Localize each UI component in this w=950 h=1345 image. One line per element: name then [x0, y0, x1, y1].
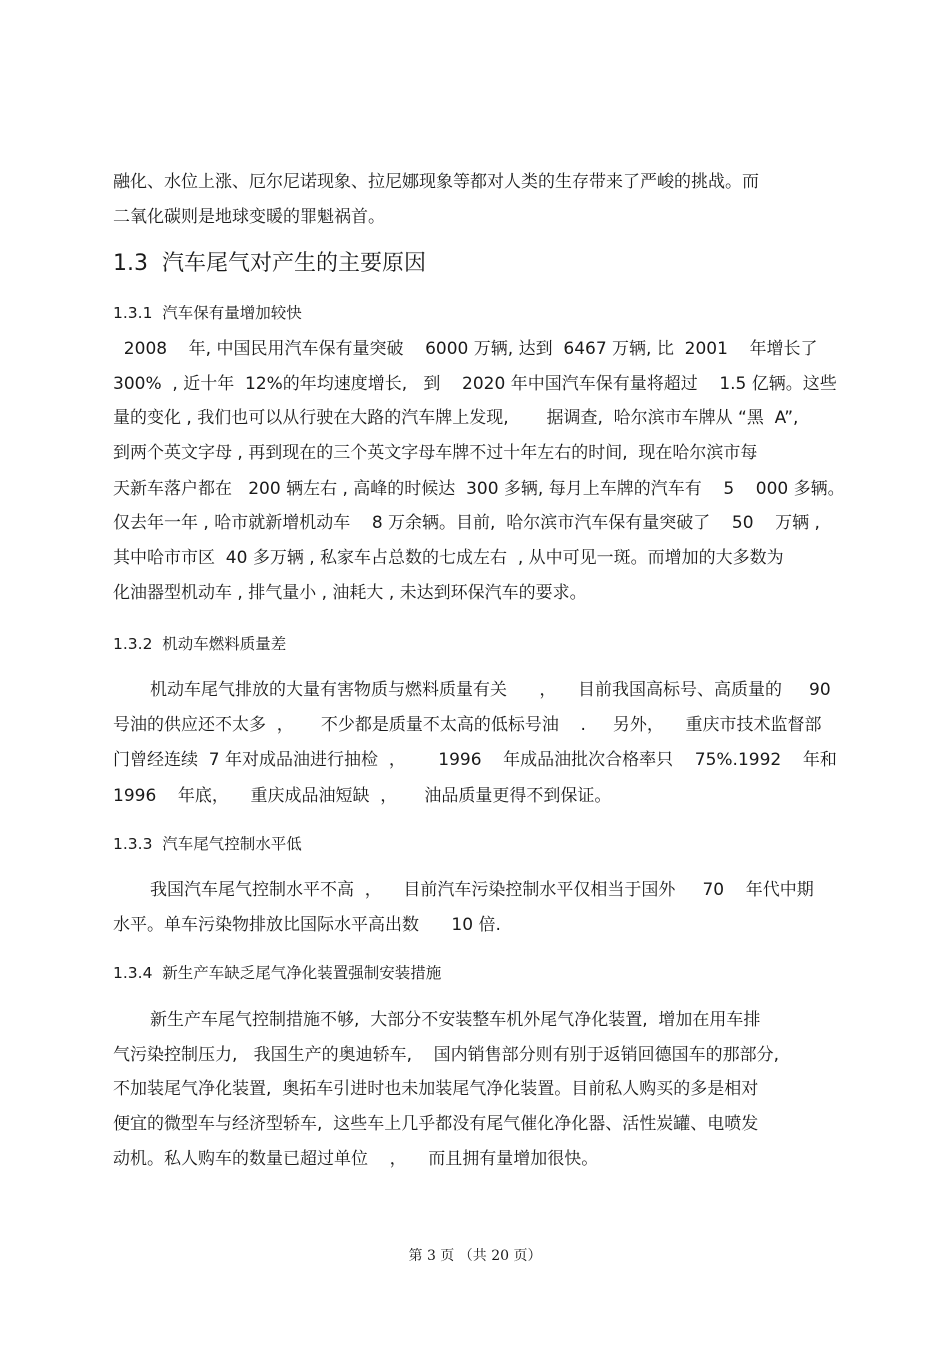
subsection-heading-1-3-1: 1.3.1 汽车保有量增加较快: [113, 304, 302, 322]
s133-line-1: 我国汽车尾气控制水平不高 ， 目前汽车污染控制水平仅相当于国外 70 年代中期: [150, 880, 814, 900]
s131-line-3: 量的变化 , 我们也可以从行驶在大路的汽车牌上发现, 据调查, 哈尔滨市车牌从 “黑 A”,: [113, 408, 799, 428]
s131-line-1: 2008 年, 中国民用汽车保有量突破 6000 万辆, 达到 6467 万辆, 比 2001 年增长了: [113, 339, 818, 359]
subsection-heading-1-3-3: 1.3.3 汽车尾气控制水平低: [113, 835, 302, 853]
s131-line-5: 天新车落户都在 200 辆左右 , 高峰的时候达 300 多辆, 每月上车牌的汽车有 5 000 多辆。: [113, 479, 845, 499]
s134-line-4: 便宜的微型车与经济型轿车, 这些车上几乎都没有尾气催化净化器、活性炭罐、电喷发: [113, 1114, 759, 1134]
section-heading: 1.3 汽车尾气对产生的主要原因: [113, 251, 426, 276]
s132-line-3: 门曾经连续 7 年对成品油进行抽检 ， 1996 年成品油批次合格率只 75%.1992 年和: [113, 750, 837, 770]
s132-line-2: 号油的供应还不太多 ， 不少都是质量不太高的低标号油 . 另外， 重庆市技术监督部: [113, 715, 822, 735]
subsection-heading-1-3-2: 1.3.2 机动车燃料质量差: [113, 635, 287, 653]
page-number: 第 3 页 （共 20 页）: [408, 1248, 542, 1264]
s132-line-4: 1996 年底， 重庆成品油短缺 ， 油品质量更得不到保证。: [113, 786, 612, 806]
s134-line-1: 新生产车尾气控制措施不够, 大部分不安装整车机外尾气净化装置, 增加在用车排: [150, 1010, 761, 1030]
s134-line-3: 不加装尾气净化装置, 奥拓车引进时也未加装尾气净化装置。目前私人购买的多是相对: [113, 1079, 759, 1099]
s131-line-2: 300% , 近十年 12%的年均速度增长, 到 2020 年中国汽车保有量将超过 1.5 亿辆。这些: [113, 374, 837, 394]
s131-line-4: 到两个英文字母 , 再到现在的三个英文字母车牌不过十年左右的时间, 现在哈尔滨市每: [113, 443, 758, 463]
intro-line-2: 二氧化碳则是地球变暖的罪魁祸首。: [113, 207, 385, 227]
s131-line-8: 化油器型机动车 , 排气量小 , 油耗大 , 未达到环保汽车的要求。: [113, 583, 587, 603]
intro-line-1: 融化、水位上涨、厄尔尼诺现象、拉尼娜现象等都对人类的生存带来了严峻的挑战。而: [113, 172, 759, 192]
s132-line-1: 机动车尾气排放的大量有害物质与燃料质量有关 ， 目前我国高标号、高质量的 90: [150, 680, 831, 700]
subsection-heading-1-3-4: 1.3.4 新生产车缺乏尾气净化装置强制安装措施: [113, 964, 442, 982]
s134-line-2: 气污染控制压力, 我国生产的奥迪轿车, 国内销售部分则有别于返销回德国车的那部分,: [113, 1045, 780, 1065]
s133-line-2: 水平。单车污染物排放比国际水平高出数 10 倍.: [113, 915, 501, 935]
s131-line-6: 仅去年一年 , 哈市就新增机动车 8 万余辆。目前, 哈尔滨市汽车保有量突破了 50 万辆 ,: [113, 513, 820, 533]
s134-line-5: 动机。私人购车的数量已超过单位 ， 而且拥有量增加很快。: [113, 1149, 599, 1169]
s131-line-7: 其中哈市市区 40 多万辆 , 私家车占总数的七成左右 , 从中可见一斑。而增加的大多数为: [113, 548, 784, 568]
